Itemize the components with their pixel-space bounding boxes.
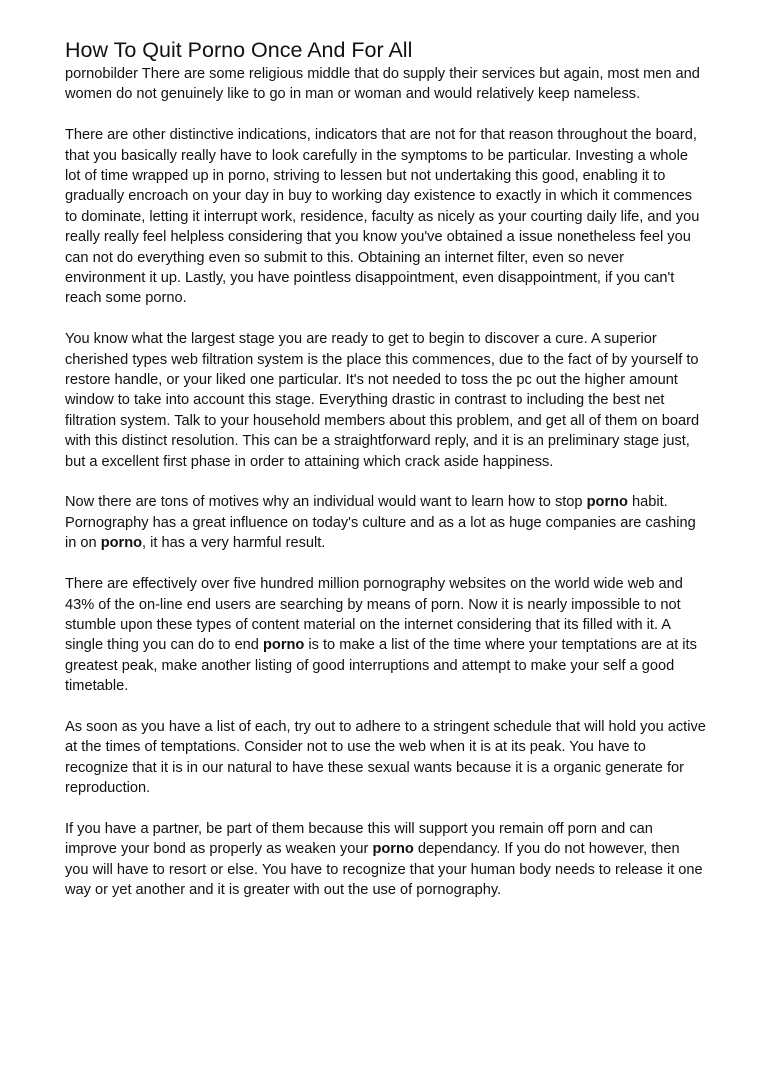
paragraph-text: Now there are tons of motives why an individual would want to learn how to stop — [65, 494, 587, 511]
paragraph-text: , it has a very harmful result. — [142, 535, 326, 552]
paragraph-text: dependancy. If you do not however, then you will have to resort or else. You have to recognize that your human body needs to release it one way or yet another and it is greater with out the use of pornography. — [65, 841, 703, 899]
body-paragraph — [65, 492, 707, 553]
bold-keyword: porno — [100, 535, 143, 552]
paragraph-text: is to make a list of the time where your temptations are at its greatest peak, make another listing of good interruptions and attempt to make your self a good timetable. — [65, 637, 697, 695]
body-paragraph — [65, 64, 707, 105]
body-paragraph — [65, 717, 707, 799]
body-paragraph — [65, 125, 707, 309]
paragraph-list — [65, 64, 707, 901]
paragraph-text: There are other distinctive indications, indicators that are not for that reason throughout the board, that you basically really have to look carefully in the symptoms to be particular. Investing a whole lot of time wrapped up in porno, striving to lessen but not undertaking this good, enabling it to gradually encroach on your day in buy to working day existence to exactly in which it commences to dominate, letting it interrupt work, residence, faculty as nicely as your courting daily life, and you really really feel helpless considering that you know you've obtained a issue nonetheless feel you can not do everything even so submit to this. Obtaining an internet filter, even so never environment it up. Lastly, you have pointless disappointment, even disappointment, if you can't reach some porno. — [65, 127, 700, 307]
bold-keyword: porno — [372, 841, 414, 858]
paragraph-text: pornobilder There are some religious middle that do supply their services but again, most men and women do not genuinely like to go in man or woman and would relatively keep nameless. — [65, 66, 700, 103]
paragraph-text: You know what the largest stage you are ready to get to begin to discover a cure. A superior cherished types web filtration system is the place this commences, due to the fact of by yourself to restore handle, or your liked one particular. It's not needed to toss the pc out the higher amount window to take into account this stage. Everything drastic in contrast to including the best net filtration system. Talk to your household members about this problem, and get all of them on board with this distinct resolution. This can be a straightforward reply, and it is an preliminary stage just, but a excellent first phase in order to attaining which crack aside happiness. — [65, 331, 700, 470]
paragraph-text: If you have a partner, be part of them because this will support you remain off porn and can improve your bond as properly as weaken your — [65, 820, 653, 858]
body-paragraph — [65, 329, 707, 472]
page-title: How To Quit Porno Once And For All — [65, 38, 413, 62]
body-paragraph — [65, 574, 707, 696]
body-paragraph — [65, 819, 707, 901]
paragraph-text: habit. Pornography has a great influence on today's culture and as a lot as huge companies are cashing in on — [65, 494, 696, 552]
paragraph-text: There are effectively over five hundred million pornography websites on the world wide web and 43% of the on-line end users are searching by means of porn. Now it is nearly impossible to not stumble upon these types of content material on the internet considering that its filled with it. A single thing you can do to end — [65, 576, 683, 654]
document-body — [65, 36, 707, 901]
paragraph-text: As soon as you have a list of each, try out to adhere to a stringent schedule that will hold you active at the times of temptations. Consider not to use the web when it is at its peak. You have to recognize that it is in our natural to have these sexual wants because it is a organic generate for reproduction. — [65, 718, 706, 797]
bold-keyword: porno — [262, 637, 305, 654]
bold-keyword: porno — [586, 494, 628, 511]
